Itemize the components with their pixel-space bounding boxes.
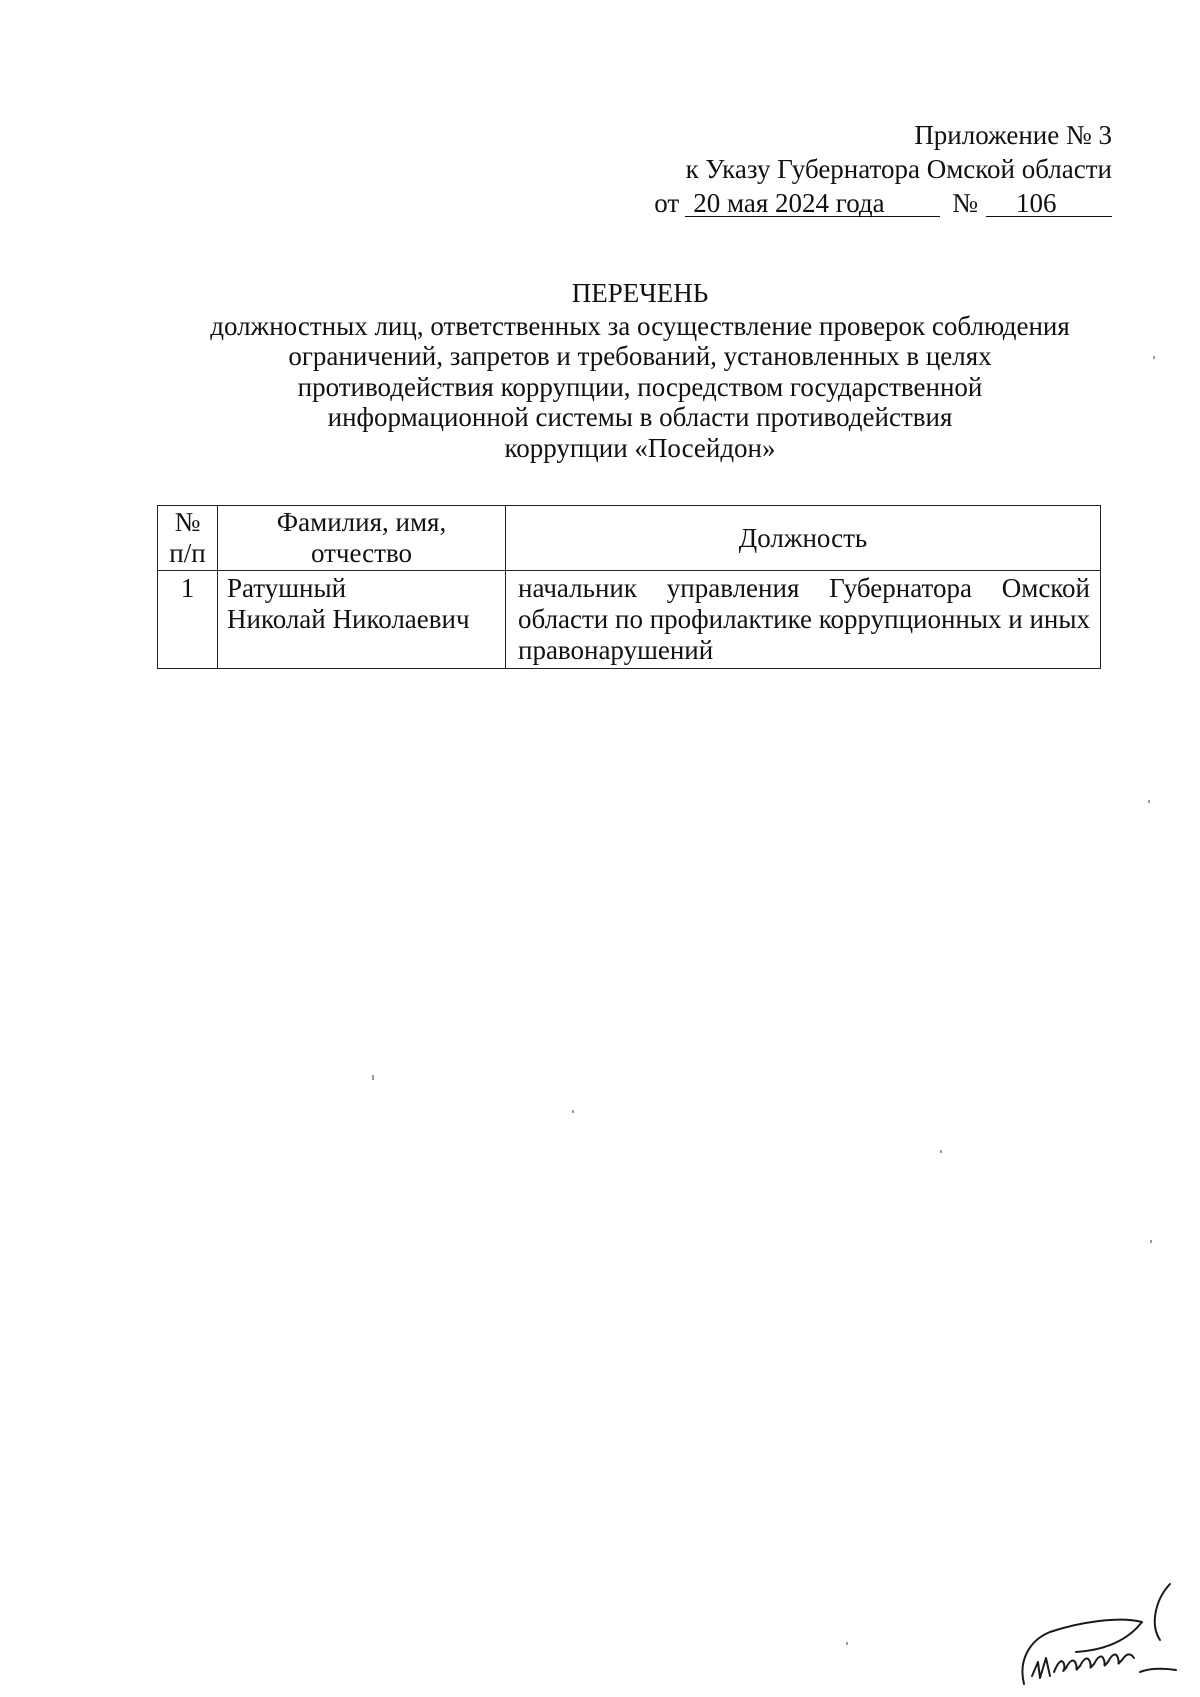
- appendix-decree: к Указу Губернатора Омской области: [685, 154, 1112, 184]
- title-line: противодействия коррупции, посредством государственной: [297, 371, 983, 402]
- scan-speck: [1150, 1240, 1152, 1243]
- scan-speck: [940, 1150, 942, 1153]
- header-number-line2: п/п: [169, 538, 206, 568]
- table-row: [158, 571, 1101, 669]
- scan-speck: [372, 1075, 374, 1080]
- date-prefix: от: [654, 188, 680, 218]
- title-line: должностных лиц, ответственных за осуществление проверок соблюдения: [210, 310, 1070, 341]
- document-title: [160, 278, 1120, 463]
- header-name-line2: отчество: [310, 538, 413, 568]
- appendix-title: Приложение № 3: [914, 120, 1112, 150]
- title-line: информационной системы в области противодействия: [327, 402, 953, 432]
- title-line: коррупции «Посейдон»: [504, 432, 776, 463]
- row-surname: Ратушный: [227, 573, 347, 603]
- header-number-line1: №: [174, 507, 201, 537]
- number-label: №: [952, 188, 978, 218]
- header-position: Должность: [506, 506, 1101, 571]
- row-position: начальник управления Губернатора Омской области по профилактике коррупционных и иных правонарушений: [506, 571, 1101, 669]
- decree-date: 20 мая 2024 года: [685, 190, 940, 217]
- scan-speck: [1153, 356, 1155, 359]
- table-header-row: [158, 506, 1101, 571]
- appendix-block: [654, 118, 1112, 220]
- scan-speck: [1148, 800, 1150, 803]
- row-name: [218, 571, 506, 669]
- title-heading: ПЕРЕЧЕНЬ: [571, 278, 709, 308]
- decree-number: 106: [986, 190, 1112, 217]
- officials-table: [157, 505, 1101, 669]
- row-number: 1: [158, 571, 218, 669]
- row-given-names: Николай Николаевич: [227, 604, 470, 634]
- header-name: [218, 506, 506, 571]
- signature: [1010, 1580, 1190, 1690]
- title-line: ограничений, запретов и требований, установленных в целях: [288, 341, 992, 371]
- header-name-line1: Фамилия, имя,: [276, 507, 447, 537]
- appendix-date-line: [654, 186, 1112, 220]
- header-number: [158, 506, 218, 571]
- scan-speck: [846, 1642, 848, 1645]
- scan-speck: [572, 1110, 574, 1113]
